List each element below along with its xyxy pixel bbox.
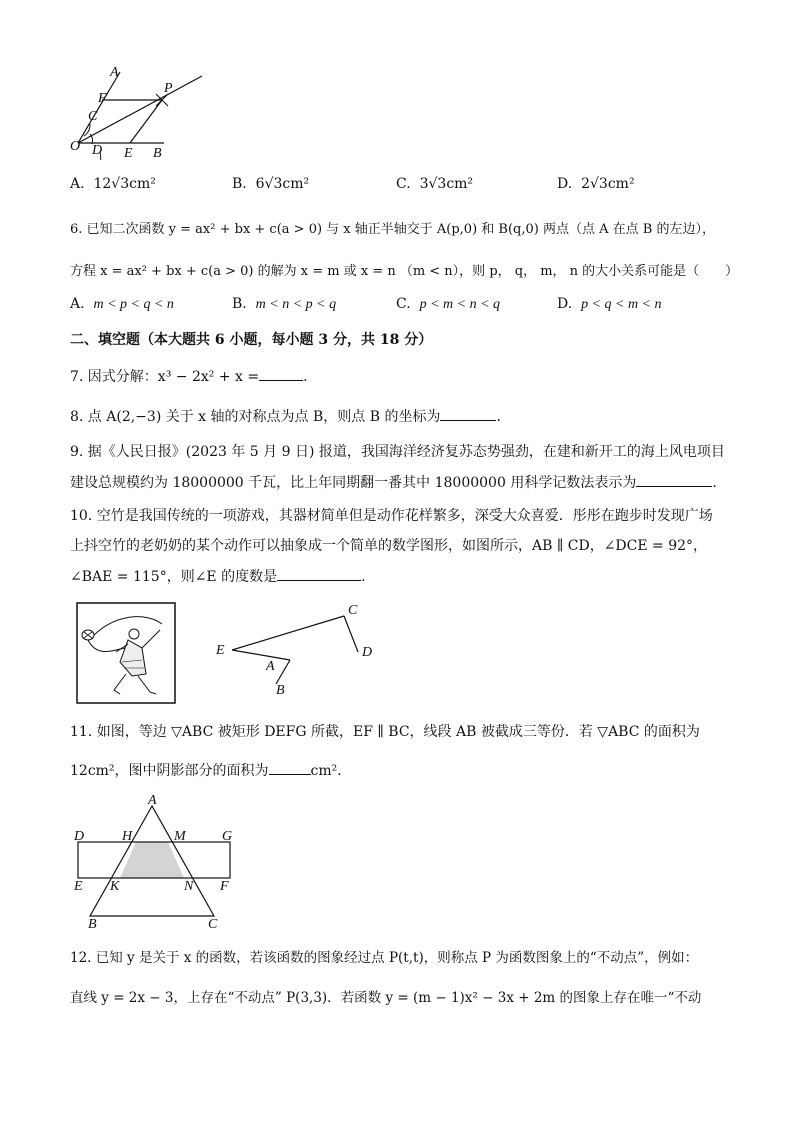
fig5-label: F xyxy=(98,91,107,106)
q11-figure xyxy=(70,792,250,932)
q6-option-b: B. m < n < p < q xyxy=(232,296,337,312)
fig11-label: E xyxy=(74,879,83,894)
fig5-label: B xyxy=(153,146,162,160)
fig5-label: O xyxy=(70,139,81,154)
q5-option-b: B. 6√3cm² xyxy=(232,176,310,192)
fig5-label: D xyxy=(92,143,103,158)
kongzhu-illustration xyxy=(76,602,176,704)
fig11-label: D xyxy=(74,829,85,844)
fig11-label: N xyxy=(184,879,194,894)
q6-option-a: A. m < p < q < n xyxy=(70,296,174,312)
section-2-title: 二、填空题（本大题共 6 小题，每小题 3 分，共 18 分） xyxy=(70,332,433,348)
q5-figure xyxy=(60,60,220,160)
fig11-label: C xyxy=(208,917,218,932)
q12-line2: 直线 y = 2x − 3，上存在“不动点” P(3,3)．若函数 y = (m − 1)x² − 3x + 2m 的图象上存在唯一“不动 xyxy=(70,990,702,1006)
q6-line1: 6. 已知二次函数 y = ax² + bx + c(a > 0) 与 x 轴正半轴交于 A(p,0) 和 B(q,0) 两点（点 A 在点 B 的左边）， xyxy=(70,222,715,237)
q8-answer-blank[interactable] xyxy=(440,406,496,421)
fig11-label: B xyxy=(88,917,97,932)
fig10-label: B xyxy=(276,683,285,698)
q12-line1: 12. 已知 y 是关于 x 的函数，若该函数的图象经过点 P(t,t)，则称点 P 为函数图象上的“不动点”，例如： xyxy=(70,950,699,966)
fig11-label: F xyxy=(220,879,229,894)
q9-line1: 9. 据《人民日报》(2023 年 5 月 9 日) 报道，我国海洋经济复苏态势强劲，在建和新开工的海上风电项目 xyxy=(70,444,725,460)
fig11-label: M xyxy=(174,829,186,844)
fig10-label: E xyxy=(216,643,225,658)
fig10-label: D xyxy=(362,645,373,660)
fig5-label: E xyxy=(124,146,133,160)
q10-line1: 10. 空竹是我国传统的一项游戏，其器材简单但是动作花样繁多，深受大众喜爱．彤彤在跑步时发现广场 xyxy=(70,508,713,524)
q10-answer-blank[interactable] xyxy=(277,566,361,581)
q7-answer-blank[interactable] xyxy=(259,366,303,381)
q6-option-d: D. p < q < m < n xyxy=(557,296,662,312)
fig10-label: C xyxy=(348,603,358,618)
q10-figure xyxy=(208,596,388,700)
q9-line2: 建设总规模约为 18000000 千瓦，比上年同期翻一番其中 18000000 用科学记数法表示为 . xyxy=(70,472,717,493)
fig11-label: H xyxy=(122,829,133,844)
q5-option-d: D. 2√3cm² xyxy=(557,176,635,192)
fig5-label: C xyxy=(88,109,98,124)
q6-option-c: C. p < m < n < q xyxy=(396,296,501,312)
q10-line2: 上抖空竹的老奶奶的某个动作可以抽象成一个简单的数学图形，如图所示，AB ∥ CD，∠DCE = 92°， xyxy=(70,538,708,554)
fig5-label: A xyxy=(110,65,119,80)
fig11-label: K xyxy=(110,879,120,894)
q9-answer-blank[interactable] xyxy=(636,472,712,487)
q6-line2: 方程 x = ax² + bx + c(a > 0) 的解为 x = m 或 x = n （m < n），则 p， q， m， n 的大小关系可能是（ ） xyxy=(70,264,739,279)
q10-line3: ∠BAE = 115°，则∠E 的度数是 . xyxy=(70,566,366,587)
q8: 8. 点 A(2,−3) 关于 x 轴的对称点为点 B，则点 B 的坐标为 . xyxy=(70,406,501,427)
q5-option-c: C. 3√3cm² xyxy=(396,176,474,192)
fig5-label: P xyxy=(164,81,173,96)
q7: 7. 因式分解：x³ − 2x² + x = . xyxy=(70,366,308,387)
q5-option-a: A. 12√3cm² xyxy=(70,176,156,192)
q11-line1: 11. 如图，等边 ▽ABC 被矩形 DEFG 所截，EF ∥ BC，线段 AB 被截成三等份．若 ▽ABC 的面积为 xyxy=(70,724,700,740)
q11-line2: 12cm²，图中阴影部分的面积为 cm²． xyxy=(70,760,351,781)
fig10-label: A xyxy=(266,659,275,674)
q11-answer-blank[interactable] xyxy=(269,760,311,775)
fig11-label: A xyxy=(148,793,157,808)
fig11-label: G xyxy=(222,829,233,844)
